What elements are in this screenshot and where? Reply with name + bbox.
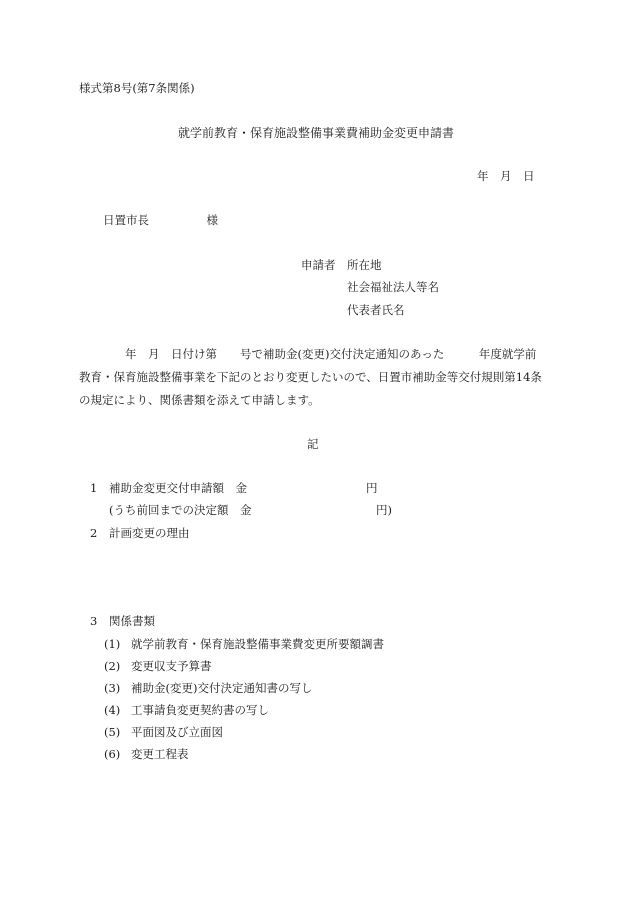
doc-number: (2) [104,659,121,673]
page-title: 就学前教育・保育施設整備事業費補助金変更申請書 [178,126,455,140]
body-line-1: 年 月 日付け第 号で補助金(変更)交付決定通知のあった 年度就学前 [125,347,537,361]
item-2-label: 計画変更の理由 [109,526,190,540]
form-number: 様式第8号(第7条関係) [79,81,195,95]
doc-text: 就学前教育・保育施設整備事業費変更所要額調書 [131,637,384,651]
doc-number: (6) [104,747,121,761]
doc-number: (1) [104,637,121,651]
doc-text: 工事請負変更契約書の写し [131,703,269,717]
item-3-label: 関係書類 [109,614,155,628]
item-2-number: 2 [90,526,98,540]
item-1-sub-yen: 円) [376,503,392,517]
doc-text: 変更工程表 [131,747,189,761]
doc-text: 平面図及び立面図 [131,725,223,739]
item-1-yen: 円 [366,481,378,495]
item-1-label: 補助金変更交付申請額 金 [109,481,247,495]
organization-label: 社会福祉法人等名 [347,280,439,294]
doc-text: 変更収支予算書 [131,659,212,673]
doc-number: (4) [104,703,121,717]
addressee: 日置市長 様 [103,213,218,227]
item-1-number: 1 [90,481,98,495]
doc-number: (3) [104,681,121,695]
date-field: 年 月 日 [477,169,535,183]
body-line-2: 教育・保育施設整備事業を下記のとおり変更したいので、日置市補助金等交付規則第14条 [79,370,542,384]
representative-label: 代表者氏名 [347,303,405,317]
address-label: 所在地 [347,258,382,272]
body-line-3: の規定により、関係書類を添えて申請します。 [79,393,320,407]
ki-heading: 記 [307,437,319,451]
doc-text: 補助金(変更)交付決定通知書の写し [131,681,313,695]
applicant-label: 申請者 [301,258,336,272]
item-3-number: 3 [90,614,98,628]
item-1-sub-label: (うち前回までの決定額 金 [109,503,252,517]
doc-number: (5) [104,725,121,739]
